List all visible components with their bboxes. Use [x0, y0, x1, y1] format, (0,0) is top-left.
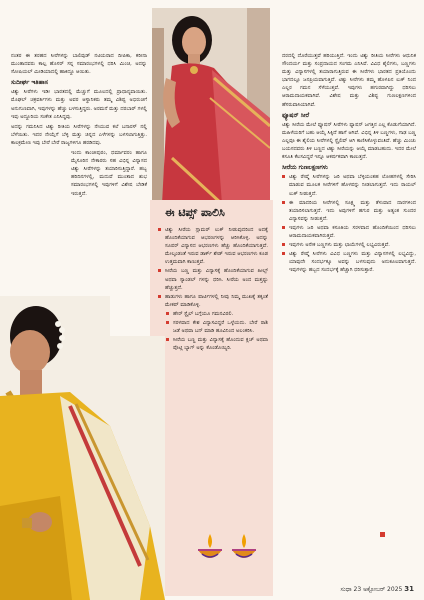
history-para-2: ಅದನ್ನು ಗಮನಿಸಿದ ಟಿಶ್ಯು ರೀತಿಯ ಸೀರೆಗಳನ್ನು ನೇಯುವ ಕಲೆ ಬನಾರಸ್ ನಲ್ಲಿ ಬೆಳೆಯಿತು. ಇದರ ನೇಯ್ಗೆಗೆ ಬೆಳ್ಳಿ ಮತ್ತು ಚಿನ್ನದ ಎಳೆಗಳನ್ನು ಬಳಸಲಾಗುತ್ತಿತ್ತು. ಕಾಲಕ್ರಮೇಣ ಇವು ಬೇರೆ ಬೇರೆ ರಾಜ್ಯಗಳಿಗೂ ಹರಡಿದವು.	[11, 123, 147, 146]
features-list	[282, 173, 416, 274]
history-para-1: ಟಿಶ್ಯು ಸೀರೆಗಳು ಇಡೀ ಭಾರತದಲ್ಲಿ ಮೆಚ್ಚುಗೆ ಮೂಲದಲ್ಲಿ ಪ್ರಾಧಾನ್ಯವಾಯಿತು. ಮೊಘಲ್ ಚಕ್ರವರ್ತಿಗಳು ಮತ್ತು ಅವರ ಆಸ್ಥಾನಿಕರು ತಮ್ಮ ವಿಶಿಷ್ಟ ಅಭಿರುಚಿಗೆ ಅನುಗುಣವಾಗಿ, ಇವುಗಳನ್ನು ಹೆಚ್ಚು ಬಳಸುತ್ತಿದ್ದರು. ಅರಮನೆ ಮತ್ತು ದರಬಾರ್ ಗಳಲ್ಲಿ ಇವು ಅದ್ದೂರಿಯ ಸಂಕೇತ ಎನಿಸಿದ್ದವು.	[11, 89, 147, 120]
tip-item: ಟಿಶ್ಯು ಸೀರೆಯ ಗ್ಲಾಮರ್ ಲುಕ್ ನೀಡುವುದರಿಂದ ಅದಕ್ಕೆ ಹೊಂದಿಕೆಯಾಗುವ ಆಭರಣಗಳನ್ನು ಆರಿಸಿಕೊಳ್ಳಿ. ಅದನ್ನು ಸೂಪರ್ ವಿನ್ಯಾಸದ ಆಭರಣಗಳು ಹೆಚ್ಚು ಹೊಂದಿಕೆಯಾಗುತ್ತವೆ. ಮೇಲ್ಕಂಡಂತೆ ಇರುವ ಡಾರ್ಕ್ ಶೇಡ್ ಇರುವ ಆಭರಣಗಳು ಕೂಡ ಉತ್ತಮವಾಗಿ ಕಾಣುತ್ತವೆ.	[158, 226, 268, 266]
right-column	[282, 52, 416, 275]
tips-list-container	[158, 226, 268, 353]
tips-title: ಈ ಟಿಪ್ಸ್ ಪಾಲಿಸಿ	[165, 206, 225, 219]
diya-lamps-decoration	[196, 528, 262, 568]
issue-date: 23 ಅಕ್ಟೋಬರ್ 2025	[353, 586, 403, 593]
history-heading: ಸುದೀರ್ಘ ಇತಿಹಾಸ	[11, 79, 48, 87]
tip-item: ಸೀರೆಯ ಬಣ್ಣ ಮತ್ತು ವಿನ್ಯಾಸಕ್ಕೆ ಹೊಂದುವ ಕ್ಲಚ್ ಅಥವಾ ಪೊಟ್ಲಿ ಬ್ಯಾಗ್ ಅನ್ನು ಕೊಂಡೊಯ್ಯಿರಿ.	[166, 336, 268, 352]
left-intro: ನಂತರ ಈ ತರಹದ ಸೀರೆಗಳನ್ನು ಬಾಲಿವುಡ್ ನಟಿಯರಾದ ದೀಪಿಕಾ, ಕರೀನಾ ಮುಂತಾದವರು ಕಾಲ್ಪ ಹೊಸರ್ ಸನ್ನ ಸಮಾರಂಭಗಳಲ್ಲಿ ಧರಿಸಿ ಮಿಂಚಿ, ಅದನ್ನು ಸೋಷಿಯಲ್ ಮೀಡಿಯಾದಲ್ಲಿ ಹಾಕಿದ್ದೂ ಆಯಿತು.	[11, 53, 147, 76]
tip-item: ಸರಳವಾದ ಕೇಶ ವಿನ್ಯಾಸವಿದ್ದರೆ ಒಳ್ಳೆಯದು. ಬೇರೆ ರಾಶಿ ಜಡೆ ಅಥವಾ ಬನ್ ಮಾಡಿ ಹೂವಿನಿಂದ ಅಲಂಕರಿಸಿ.	[166, 319, 268, 335]
feature-item: ಟಿಶ್ಯು ರೇಷ್ಮೆ ಸೀರೆಗಳು ವಿವಿಧ ಬಣ್ಣಗಳು ಮತ್ತು ವಿನ್ಯಾಸಗಳಲ್ಲಿ ಲಭ್ಯವಿದ್ದು, ಯಾವುದೇ ಸಂದರ್ಭಕ್ಕೂ ಅವನ್ನು ಬಳಸುವುದು ಅನುಕೂಲವಾಗುತ್ತದೆ. ಇವುಗಳನ್ನು ಹಬ್ಬದ ಸಂದರ್ಭಕ್ಕೆ ಹೆಚ್ಚಾಗಿ ಧರಿಸುತ್ತಾರೆ.	[282, 250, 416, 274]
feature-item: ಟಿಶ್ಯು ರೇಷ್ಮೆ ಸೀರೆಗಳನ್ನು ಜರಿ ಅಥವಾ ಬೆಳ್ಳಿಯಂತಹ ಲೋಹಗಳಲ್ಲಿ ಸೇರಿಸಿ ಮಾಡುವ ಮೂಲಕ ಸೀರೆಗಳಿಗೆ ಹೊಳಪನ್ನು ನೀಡಲಾಗುತ್ತದೆ. ಇದು ರಾಯಲ್ ಲುಕ್ ನೀಡುತ್ತದೆ.	[282, 173, 416, 197]
tip-item: ಸೀರೆಯ ಬಣ್ಣ ಮತ್ತು ವಿನ್ಯಾಸಕ್ಕೆ ಹೊಂದಿಕೆಯಾಗುವ ಹೀಲ್ಸ್ ಅಥವಾ ಸ್ಯಾಂಡಲ್ ಗಳನ್ನು ಧರಿಸಿ. ಸೀರೆಯ ಅಂದ ಮತ್ತಷ್ಟು ಹೆಚ್ಚುತ್ತದೆ.	[158, 267, 268, 291]
tip-item: ಹಾಡುಗಳು ಹಾಗೂ ಪಾರ್ಟಿಗಳಲ್ಲಿ ನೀವು ನಿಮ್ಮ ಮುಖಕ್ಕೆ ತಕ್ಕಂತೆ ಮೇಕಪ್ ಮಾಡಿಕೊಳ್ಳಿ.	[158, 293, 268, 309]
feature-item: ಇವುಗಳು ಜರಿ ಅಥವಾ ಕಸೂತಿಯ ಸರಳವಾದ ಹೊಂದಿಕೆಯಿಂದ ಧರಿಸಲು ಆರಾಮದಾಯಕವಾಗಿರುತ್ತವೆ.	[282, 224, 416, 240]
saree-photo-bottom	[0, 296, 165, 600]
features-heading: ಸೀರೆಯ ಗುಣಲಕ್ಷಣಗಳು	[282, 164, 328, 172]
right-intro: ದರದಲ್ಲಿ ದೊರೆಯುತ್ತವೆ ಹರಿಯುತ್ತಿದೆ. ಇಂದು ಟಿಶ್ಯು ರೀತಿಯ ಸೀರೆಗಳು ಆಧುನಿಕ ಸೌಂದರ್ಯ ಮತ್ತು ಸಂಪ್ರದಾಯದ ಸಂಗಮ ಎನಿಸಿವೆ. ವಿವಿಧ ಶೈಲಿಗಳು, ಬಣ್ಣಗಳು ಮತ್ತು ವಿನ್ಯಾಸಗಳಲ್ಲಿ ತಯಾರಾಗುತ್ತಿರುವ ಈ ಸೀರೆಗಳು ಭಾರತದ ಪ್ರತಿಯೊಂದು ಭಾಗದಲ್ಲೂ ಜನಪ್ರಿಯವಾಗುತ್ತಿವೆ. ಟಿಶ್ಯು ಸೀರೆಗಳು ತಮ್ಮ ಹೊಳಪಿನ ಲುಕ್ ನಿಂದ ಎಲ್ಲರ ಗಮನ ಸೆಳೆಯುತ್ತವೆ. ಇವುಗಳು ಹಗುರವಾಗಿದ್ದು ಧರಿಸಲು ಆರಾಮದಾಯಕವಾಗಿವೆ. ವಿಶೇಷ ಮತ್ತು ವಿಶಿಷ್ಟ ಗುಣಲಕ್ಷಣಗಳಿಂದ ಹೆಸರುವಾಸಿಯಾಗಿವೆ.	[282, 53, 416, 108]
end-marker	[380, 532, 385, 537]
fusion-heading: ಫ್ಯೂಷನ್ ಸೀರೆ	[282, 111, 310, 119]
model-yellow-saree-illustration	[0, 296, 165, 600]
saree-photo-top	[152, 8, 270, 204]
tip-item: ಹೇರ್ ಸ್ಟೈಲ್ ಬಗ್ಗೆಯೂ ಗಮನವಿರಲಿ.	[166, 310, 268, 318]
fusion-para: ಟಿಶ್ಯು ಸೀರೆಯ ಮೇಲೆ ಫ್ಯೂಷನ್ ಸೀರೆಗಳು ಫ್ಯಾಷನ್ ಜಗತ್ತಿನ ಎಲ್ಲ ಕೊಡುಗೆಯಾಗಿದೆ. ಮಹಿಳೆಯರಿಗೆ ಬಹು ಆಯ್ಕೆ ಸಿಕ್ಕಿದೆ ಹಾಗೆ ಆಗಿವೆ. ವಿಭಿನ್ನ ತಿಳಿ ಬಣ್ಣಗಳು, ಗಾಢ ಬಣ್ಣ ಎಲ್ಲವೂ ಈ ಶೈಲಿಯ ಸೀರೆಗಳಲ್ಲಿ ಸ್ಟೈಲಿಷ್ ಆಗಿ ಕಾಣಿಸಿಕೊಳ್ಳುವಂತಿವೆ. ಹೆಚ್ಚು ಮಿಂಚು ಬಯಸದವರು ತಿಳಿ ಬಣ್ಣದ ಟಿಶ್ಯು ಸೀರೆಯನ್ನು ಆಯ್ಕೆ ಮಾಡಬಹುದು. ಇದರ ಮೇಲೆ ಕಸೂತಿ ಕೆಲಸವಿದ್ದರೆ ಇನ್ನೂ ಆಕರ್ಷಕವಾಗಿ ಕಾಣುತ್ತದೆ.	[282, 121, 416, 161]
tips-list	[158, 226, 268, 352]
left-column	[11, 52, 147, 200]
page-number: 31	[404, 585, 414, 593]
feature-item: ಇವುಗಳು ಅನೇಕ ಬಣ್ಣಗಳು ಮತ್ತು ಛಾಯೆಗಳಲ್ಲಿ ಲಭ್ಯವಿರುತ್ತವೆ.	[282, 241, 416, 249]
feature-item: ಈ ಮಾದರಿಯ ಸೀರೆಗಳಲ್ಲಿ ಸೂಕ್ಷ್ಮ ಮತ್ತು ತೆಳುವಾದ ದಾರಗಳಿಂದ ತಯಾರಿಸಲಾಗುತ್ತದೆ. ಇದು ಅವುಗಳಿಗೆ ಹಗುರ ಮತ್ತು ಅತ್ಯಂತ ಸುಂದರ ವಿನ್ಯಾಸವನ್ನು ನೀಡುತ್ತದೆ.	[282, 199, 416, 223]
magazine-name: ಸುಧಾ	[340, 586, 352, 593]
model-red-saree-illustration	[152, 8, 270, 204]
page-footer	[341, 585, 414, 594]
history-para-3: ಇಂದು ಕಾಂಚೀಪುರಂ, ಧರ್ಮಾವರಂ ಹಾಗೂ ಮೈಸೂರಿನ ನೇಕಾರರು ಸಹ ವಿಭಿನ್ನ ವಿನ್ಯಾಸದ ಟಿಶ್ಯು ಸೀರೆಗಳನ್ನು ತಯಾರಿಸುತ್ತಿದ್ದಾರೆ. ಹಬ್ಬ ಹರಿದಿನಗಳಲ್ಲಿ, ಮದುವೆ ಮುಂತಾದ ಶುಭ ಸಮಾರಂಭಗಳಲ್ಲಿ ಇವುಗಳಿಗೆ ವಿಶೇಷ ಬೇಡಿಕೆ ಇರುತ್ತದೆ.	[71, 150, 147, 197]
